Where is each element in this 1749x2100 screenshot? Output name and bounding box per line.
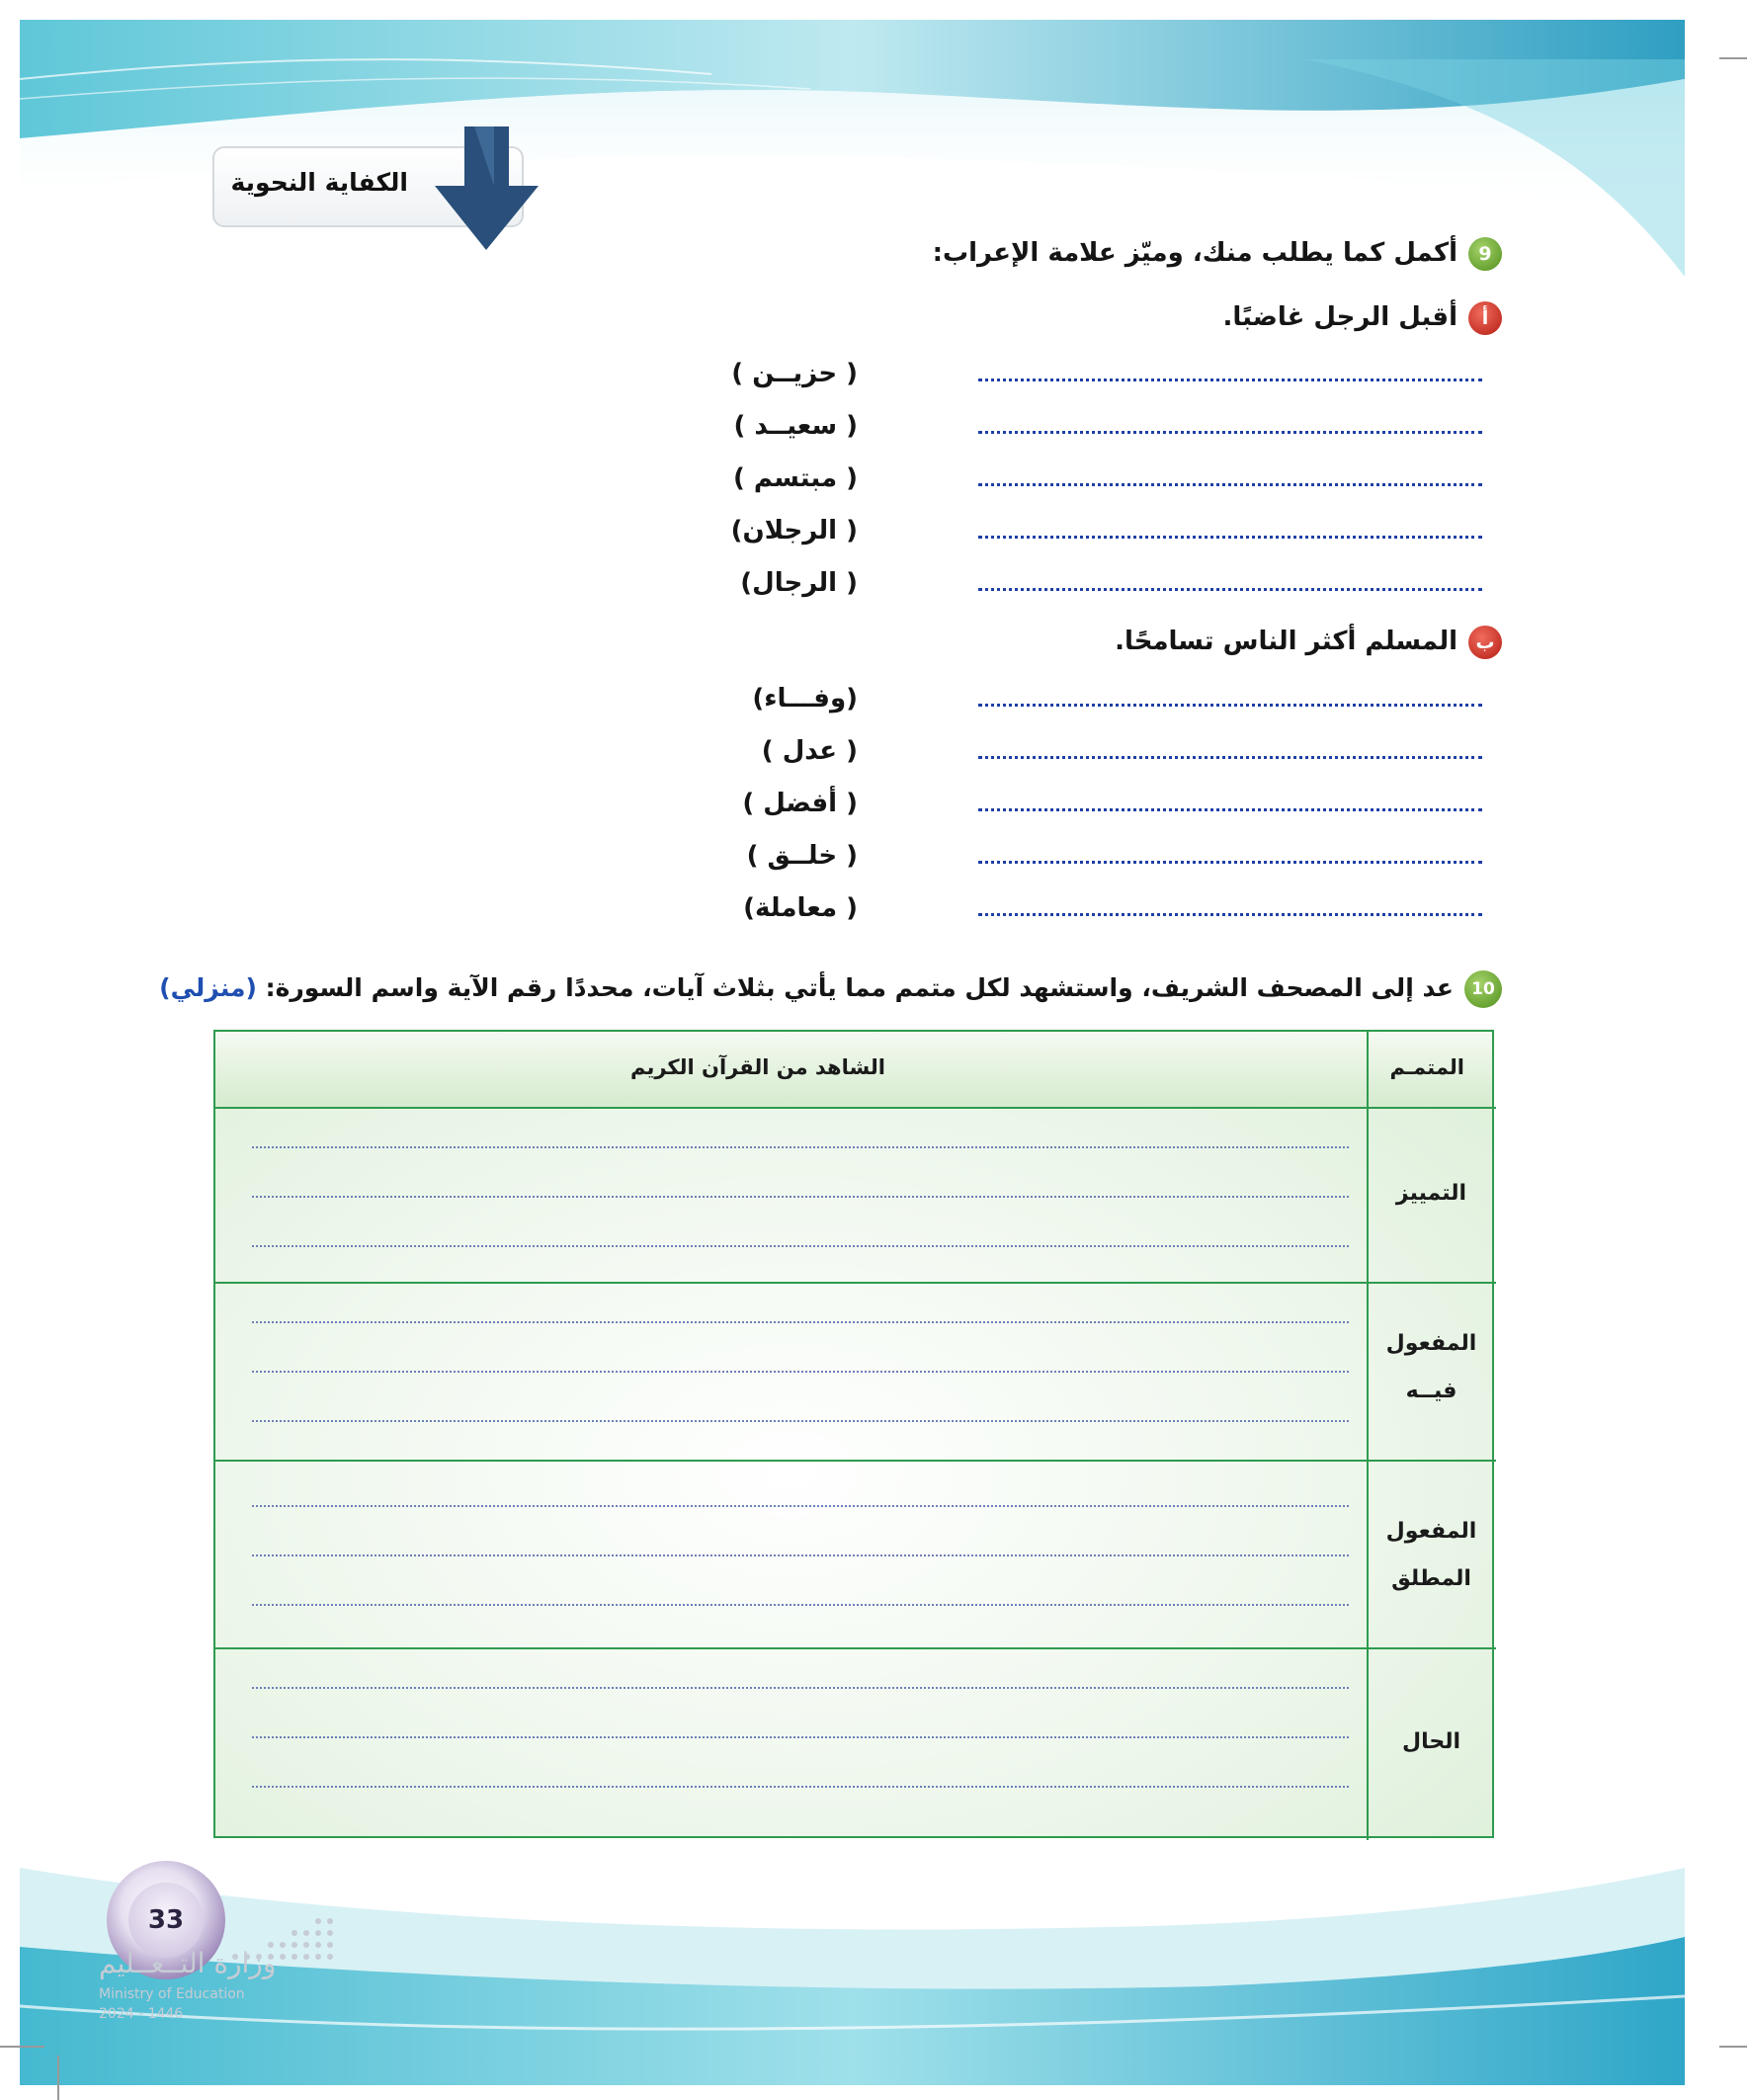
crop-mark-bottom-right [1719,2046,1747,2048]
question-10-prompt: عد إلى المصحف الشريف، واستشهد لكل متمم مما يأتي بثلاث آيات، محددًا رقم الآية واسم السورة: [265,973,1454,1002]
table-divider-4 [215,1647,1496,1649]
crop-mark-bottom-left-h [0,2046,44,2048]
evidence-table [213,1030,1494,1838]
answer-line-b4[interactable] [978,860,1482,864]
part-b-word-5: ( معاملة) [743,893,858,923]
part-b-word-4: ( خلــق ) [746,841,858,871]
part-a-sentence: أقبل الرجل غاضبًا. [1222,302,1458,332]
answer-line-b2[interactable] [978,755,1482,759]
ministry-name-english: Ministry of Education [99,1986,245,2002]
row-1-label-line-1: التمييز [1395,1181,1467,1206]
page-number: 33 [128,1883,204,1958]
table-header-category: المتمـم [1389,1055,1464,1079]
question-10-number: 10 [1471,979,1495,999]
row-1-answer-line-1[interactable] [252,1145,1349,1148]
table-divider-3 [215,1460,1496,1462]
down-arrow-icon [435,126,539,250]
part-b-sentence: المسلم أكثر الناس تسامحًا. [1115,627,1458,656]
table-divider-1 [215,1107,1496,1109]
workbook-page [20,20,1685,2085]
row-1-answer-line-2[interactable] [252,1195,1349,1198]
crop-mark-bottom-left-v [57,2056,59,2100]
part-a-word-1: ( حزيــن ) [731,359,858,388]
table-header-evidence: الشاهد من القرآن الكريم [630,1055,885,1079]
answer-line-b1[interactable] [978,703,1482,707]
answer-line-a2[interactable] [978,430,1482,434]
row-label-hal [1369,1719,1494,1766]
row-1-answer-line-3[interactable] [252,1244,1349,1247]
question-10-line [159,973,1454,1002]
row-3-answer-line-2[interactable] [252,1554,1349,1556]
row-2-answer-line-1[interactable] [252,1320,1349,1323]
part-b-letter: ب [1475,631,1495,653]
row-4-answer-line-1[interactable] [252,1686,1349,1689]
row-4-answer-line-2[interactable] [252,1735,1349,1738]
answer-line-b3[interactable] [978,807,1482,811]
part-b-word-2: ( عدل ) [761,736,858,766]
question-9-number: 9 [1478,243,1492,265]
answer-line-a5[interactable] [978,587,1482,591]
part-b-badge [1468,626,1502,659]
question-9-badge [1468,237,1502,271]
question-9-prompt: أكمل كما يطلب منك، وميّز علامة الإعراب: [932,238,1458,268]
row-4-label-line-1: الحال [1401,1729,1460,1754]
row-label-tamyeez [1369,1170,1494,1218]
part-a-badge [1468,301,1502,335]
edition-year: 2024 - 1446 [99,2006,184,2022]
answer-line-b5[interactable] [978,912,1482,916]
row-4-answer-line-3[interactable] [252,1785,1349,1788]
row-2-answer-line-3[interactable] [252,1419,1349,1422]
question-10-badge [1464,970,1502,1008]
part-a-word-3: ( مبتسم ) [732,463,858,493]
table-divider-2 [215,1282,1496,1284]
row-3-label-line-2: المطلق [1391,1566,1471,1591]
part-b-word-3: ( أفضل ) [742,789,858,818]
row-2-label-line-2: فيــه [1405,1379,1458,1403]
part-a-letter: أ [1481,307,1489,329]
crop-mark-top-right [1719,57,1747,59]
part-a-word-5: ( الرجال) [740,568,858,598]
row-label-mafool-fih [1369,1320,1494,1415]
part-a-word-4: ( الرجلان) [730,516,858,546]
row-2-answer-line-2[interactable] [252,1370,1349,1373]
section-title: الكفاية النحوية [230,168,408,197]
ministry-name-arabic: وزارة التــعــليم [99,1947,277,1979]
row-3-answer-line-3[interactable] [252,1603,1349,1606]
question-10-tag: (منزلي) [159,973,257,1002]
answer-line-a1[interactable] [978,378,1482,381]
answer-line-a4[interactable] [978,535,1482,539]
row-3-answer-line-1[interactable] [252,1504,1349,1507]
answer-line-a3[interactable] [978,482,1482,486]
part-a-word-2: ( سعيــد ) [733,411,858,441]
row-label-mafool-mutlaq [1369,1508,1494,1603]
row-3-label-line-1: المفعول [1385,1519,1477,1544]
part-b-word-1: (وفـــاء) [752,684,858,714]
row-2-label-line-1: المفعول [1385,1331,1477,1356]
